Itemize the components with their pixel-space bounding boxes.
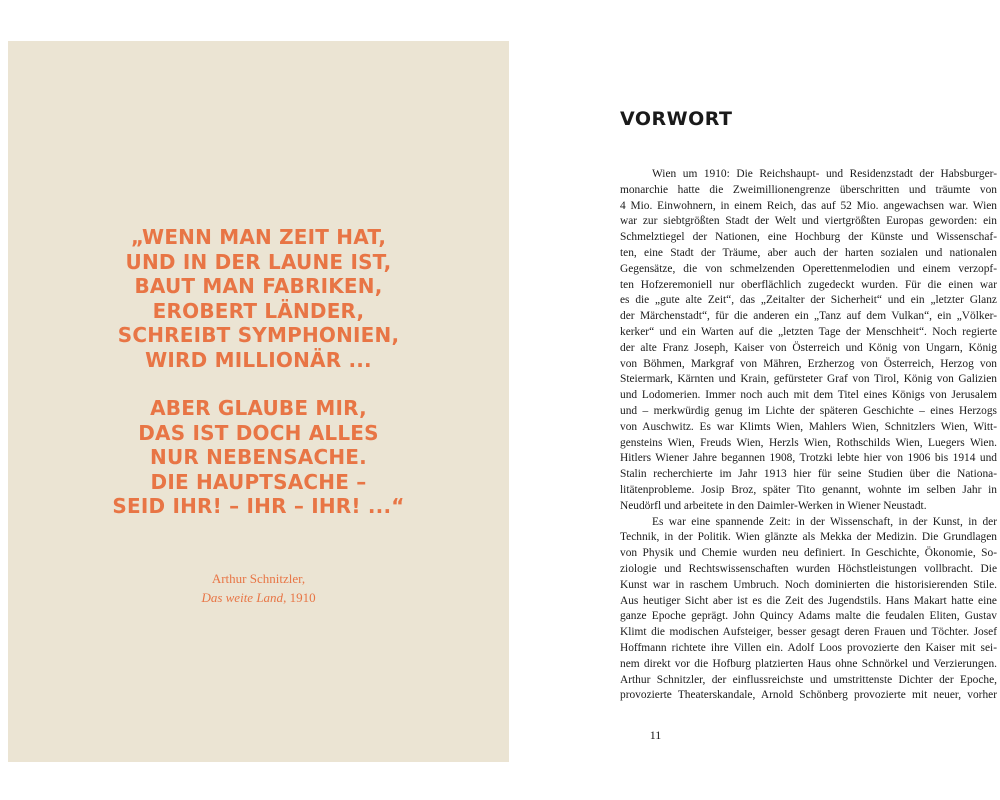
text-line: der alte Franz Joseph, Kaiser von Österreich und König von Ungarn, König (620, 341, 997, 354)
quote-page (8, 41, 509, 762)
text-line: Stalin recherchierte im Jahr 1913 hier für seine Studien über die Nationa- (620, 468, 997, 481)
text-line: Kunst war in raschem Umbruch. Noch dominierten die historisierenden Stile. (620, 578, 997, 591)
attribution-source (8, 588, 509, 607)
text-line: provozierte Theaterskandale, Arnold Schönberg provozierte mit neuer, vorher (620, 689, 997, 702)
text-line: litätenprobleme. Josip Broz, später Tito genannt, wohnte im selben Jahr in (620, 483, 997, 496)
quote-line: NUR NEBENSACHE. (150, 445, 367, 469)
attribution-year: , 1910 (283, 590, 316, 605)
quote-stanza (8, 225, 509, 372)
text-line: Aus heutiger Sicht aber ist es die Zeit des Jugendstils. Hans Makart hatte eine (620, 594, 997, 607)
attribution-author: Arthur Schnitzler, (211, 571, 306, 586)
text-line: von Auschwitz. Es war Klimts Wien, Mahlers Wien, Schnitzlers Wien, Witt- (620, 420, 997, 433)
text-line: kerker“ und ein Warten auf die „letzten Tage der Menschheit“. Noch regierte (620, 325, 997, 338)
text-line: Steiermark, Kärnten und Krain, gefürsteter Graf von Tirol, König von Galizien (620, 373, 997, 386)
epigraph-quote (8, 225, 509, 519)
body-text (620, 167, 997, 704)
attribution-work-title: Das weite Land (201, 590, 284, 605)
text-page (620, 0, 997, 800)
quote-line: SEID IHR! – IHR – IHR! ...“ (112, 494, 405, 518)
text-line: Technik, in der Politik. Wien glänzte als Mekka der Medizin. Die Grundlagen (620, 531, 997, 544)
quote-line: WIRD MILLIONÄR ... (145, 347, 372, 372)
quote-line: SCHREIBT SYMPHONIEN, (117, 323, 400, 347)
text-line: von Physik und Chemie wurden neu definiert. In Geschichte, Ökonomie, So- (620, 547, 997, 560)
text-line: von Böhmen, Markgraf von Mähren, Erzherzog von Österreich, Herzog von (620, 357, 997, 370)
text-line: ten, eine Stadt der Träume, aber auch der harten sozialen und nationalen (620, 246, 997, 259)
text-line: monarchie hatte die Zweimillionengrenze überschritten und träumte von (620, 183, 997, 196)
quote-stanza (8, 396, 509, 519)
paragraph (620, 167, 997, 515)
text-line: Klimt die modischen Aufsteiger, besser gesagt deren Frauen und Töchter. Josef (620, 626, 997, 639)
text-line: gensteins Wien, Freuds Wien, Herzls Wien, Rothschilds Wien, Luegers Wien. (620, 436, 997, 449)
text-line: Hoffmann richtete ihre Villen ein. Adolf Loos provozierte den Kaiser mit sei- (620, 641, 997, 654)
text-line: Hitlers Wiener Jahre begannen 1908, Trotzki lebte hier von 1906 bis 1914 und (620, 452, 997, 465)
paragraph (620, 515, 997, 705)
text-line: Arthur Schnitzler, der einflussreichste und umstrittenste Dichter der Epoche, (620, 673, 997, 686)
quote-attribution (8, 569, 509, 607)
text-line: Schmelztiegel der Nationen, eine Hochburg der Künste und Wissenschaf- (620, 231, 997, 244)
text-line: ten Hofzeremoniell nur oberflächlich zugedeckt wurden. Für die einen war (620, 278, 997, 291)
text-line: ziologie und Rechtswissenschaften wurden Höchstleistungen vollbracht. Die (620, 562, 997, 575)
text-line: Wien um 1910: Die Reichshaupt- und Residenzstadt der Habsburger- (652, 168, 997, 180)
quote-line: UND IN DER LAUNE IST, (125, 249, 392, 274)
quote-line: DIE HAUPTSACHE – (150, 469, 367, 494)
quote-line: BAUT MAN FABRIKEN, (134, 274, 383, 298)
page-number: 11 (649, 728, 662, 742)
quote-line: DAS IST DOCH ALLES (138, 420, 379, 445)
text-line: der Märchenstadt“, für die anderen ein „Tanz auf dem Vulkan“, ein „Völker- (620, 310, 997, 323)
text-line: und – merkwürdig genug im Lichte der späteren Geschichte – eines Herzogs (620, 404, 997, 417)
chapter-heading: VORWORT (620, 108, 733, 130)
text-line: 4 Mio. Einwohnern, in einem Reich, das auf 52 Mio. angewachsen war. Wien (620, 199, 997, 212)
text-line: und Lodomerien. Immer noch auch mit dem Titel eines Königs von Jerusalem (620, 389, 997, 402)
quote-line: „WENN MAN ZEIT HAT, (130, 225, 387, 249)
text-line: es die „gute alte Zeit“, das „Zeitalter der Sicherheit“ und ein „letzter Glanz (620, 294, 997, 307)
text-line: Es war eine spannende Zeit: in der Wissenschaft, in der Kunst, in der (652, 515, 997, 528)
text-line: ganze Epoche geprägt. John Quincy Adams malte die feudalen Eliten, Gustav (620, 610, 997, 623)
text-line: Neudörfl und arbeitete in den Daimler-Werken in Wiener Neustadt. (620, 499, 927, 512)
quote-line: ABER GLAUBE MIR, (150, 396, 367, 420)
text-line: Gegensätze, die von schmelzenden Operettenmelodien und einem verzopf- (620, 262, 997, 275)
text-line: war zur siebtgrößten Stadt der Welt und viertgrößten Europas geworden: ein (620, 215, 997, 228)
text-line: nem direkt vor die Hofburg platzierten Haus ohne Schnörkel und Verzierungen. (620, 657, 997, 670)
quote-line: EROBERT LÄNDER, (152, 298, 365, 323)
